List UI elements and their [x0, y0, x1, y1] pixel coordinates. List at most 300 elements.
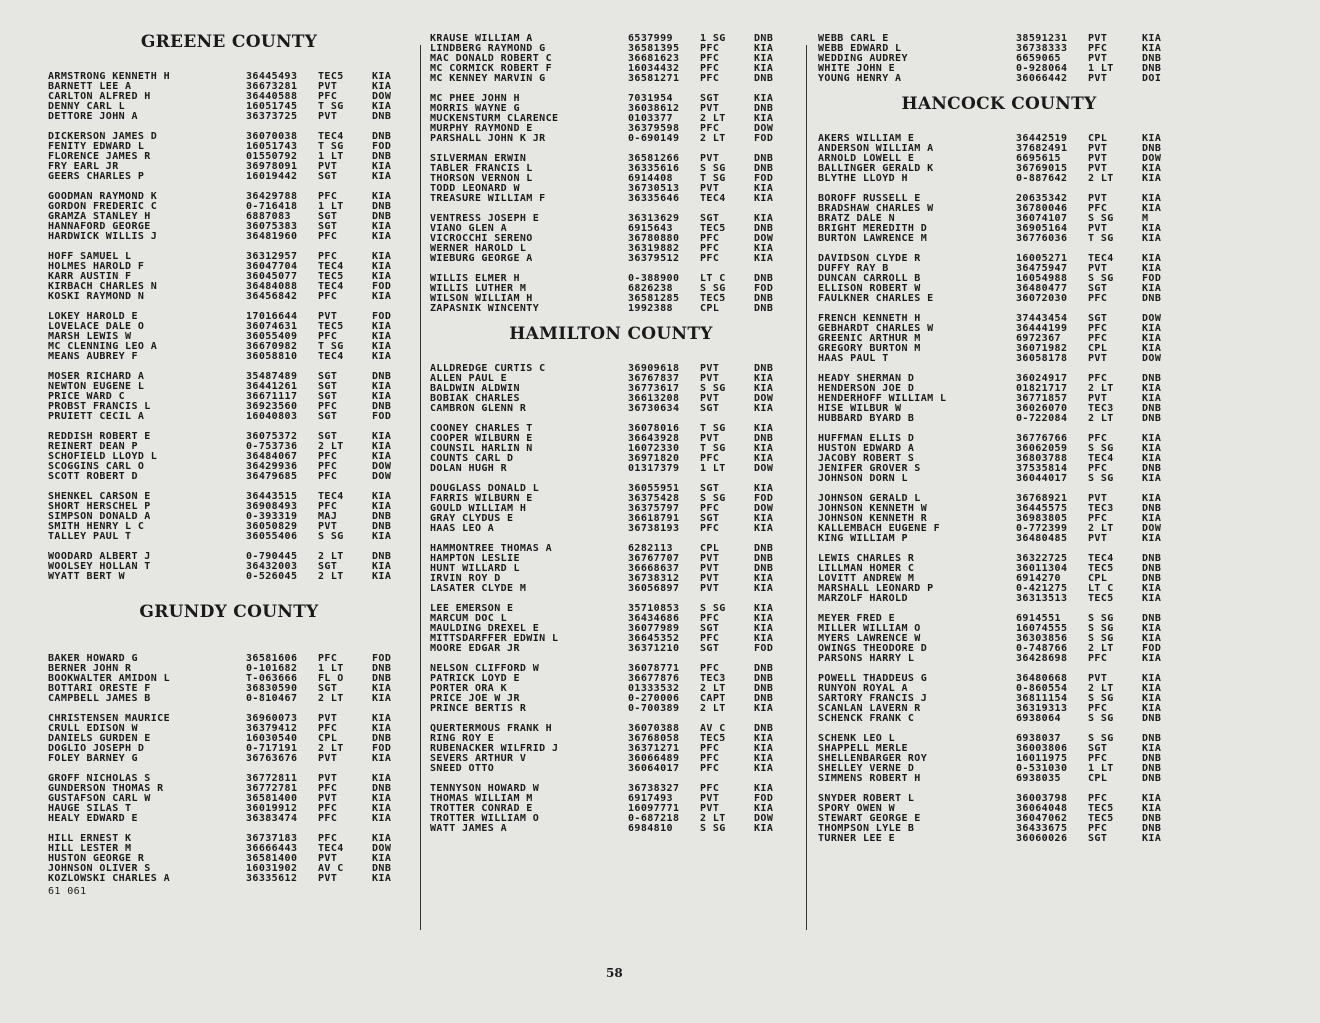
status: KIA [1142, 653, 1162, 664]
serial-number: 16054988 [1016, 273, 1068, 284]
soldier-name: SCHENCK FRANK C [818, 713, 915, 724]
status: DNB [1142, 553, 1162, 564]
soldier-name: HUSTON EDWARD A [818, 443, 915, 454]
name-group [430, 604, 792, 654]
soldier-name: TURNER LEE E [818, 833, 896, 844]
rank: PFC [700, 73, 720, 84]
serial-number: 6914408 [628, 173, 673, 184]
name-group [818, 194, 1180, 244]
soldier-name: THORSON VERNON L [430, 173, 533, 184]
rank: PFC [318, 803, 338, 814]
rank: TEC3 [700, 673, 726, 684]
soldier-name: MEANS AUBREY F [48, 351, 138, 362]
serial-number: 36480485 [1016, 533, 1068, 544]
soldier-name: HAAS LEO A [430, 523, 495, 534]
rank: PFC [700, 63, 720, 74]
serial-number: 36379598 [628, 123, 680, 134]
status: KIA [754, 523, 774, 534]
status: KIA [754, 703, 774, 714]
status: DNB [1142, 503, 1162, 514]
status: KIA [1142, 703, 1162, 714]
rank: TEC4 [1088, 453, 1114, 464]
soldier-name: ALLEN PAUL E [430, 373, 508, 384]
soldier-name: FRY EARL JR [48, 161, 119, 172]
status: KIA [372, 391, 392, 402]
rank: PFC [700, 663, 720, 674]
name-group [430, 544, 792, 594]
serial-number: 0-270006 [628, 693, 680, 704]
rank: TEC3 [1088, 503, 1114, 514]
rank: PFC [1088, 513, 1108, 524]
status: KIA [372, 561, 392, 572]
roster-row [818, 474, 1180, 484]
status: KIA [372, 803, 392, 814]
serial-number: 36581285 [628, 293, 680, 304]
roster-row [48, 472, 410, 482]
status: KIA [1142, 513, 1162, 524]
status: KIA [372, 753, 392, 764]
soldier-name: DAVIDSON CLYDE R [818, 253, 921, 264]
serial-number: 36432003 [246, 561, 298, 572]
rank: T SG [700, 173, 726, 184]
soldier-name: FLORENCE JAMES R [48, 151, 151, 162]
name-group [430, 34, 792, 84]
status: KIA [372, 873, 392, 884]
soldier-name: HOFF SAMUEL L [48, 251, 132, 262]
roster-row [430, 584, 792, 594]
serial-number: 36375797 [628, 503, 680, 514]
soldier-name: GEBHARDT CHARLES W [818, 323, 934, 334]
soldier-name: MC PHEE JOHN H [430, 93, 520, 104]
status: DNB [372, 131, 392, 142]
soldier-name: LEWIS CHARLES R [818, 553, 915, 564]
roster-row [48, 232, 410, 242]
county-title: HAMILTON COUNTY [509, 324, 713, 344]
serial-number: 36077989 [628, 623, 680, 634]
soldier-name: WEDDING AUDREY [818, 53, 908, 64]
soldier-name: SILVERMAN ERWIN [430, 153, 527, 164]
soldier-name: MC CORMICK ROBERT F [430, 63, 552, 74]
rank: TEC5 [1088, 563, 1114, 574]
rank: PFC [700, 613, 720, 624]
serial-number: 36071982 [1016, 343, 1068, 354]
serial-number: 36019912 [246, 803, 298, 814]
status: KIA [754, 43, 774, 54]
serial-number: 36003806 [1016, 743, 1068, 754]
serial-number: 01333532 [628, 683, 680, 694]
serial-number: 36670982 [246, 341, 298, 352]
soldier-name: DICKERSON JAMES D [48, 131, 158, 142]
serial-number: 36773617 [628, 383, 680, 394]
rank: T SG [318, 141, 344, 152]
serial-number: 36303856 [1016, 633, 1068, 644]
soldier-name: HARDWICK WILLIS J [48, 231, 158, 242]
serial-number: 36444199 [1016, 323, 1068, 334]
status: KIA [372, 81, 392, 92]
serial-number: 38591231 [1016, 33, 1068, 44]
serial-number: 36045077 [246, 271, 298, 282]
soldier-name: BARNETT LEE A [48, 81, 132, 92]
status: DNB [754, 153, 774, 164]
soldier-name: MEYER FRED E [818, 613, 896, 624]
soldier-name: CRULL EDISON W [48, 723, 138, 734]
status: KIA [754, 213, 774, 224]
rank: 1 LT [318, 151, 344, 162]
soldier-name: BOROFF RUSSELL E [818, 193, 921, 204]
status: DNB [1142, 53, 1162, 64]
status: FOD [754, 643, 774, 654]
rank: SGT [318, 211, 338, 222]
soldier-name: HISE WILBUR W [818, 403, 902, 414]
rank: PFC [700, 253, 720, 264]
status: DNB [1142, 813, 1162, 824]
county-section [818, 34, 1180, 84]
status: KIA [372, 351, 392, 362]
name-group [48, 714, 410, 764]
serial-number: 37535814 [1016, 463, 1068, 474]
roster-row [48, 292, 410, 302]
serial-number: 36383474 [246, 813, 298, 824]
status: FOD [754, 283, 774, 294]
soldier-name: FAULKNER CHARLES E [818, 293, 934, 304]
serial-number: 36771857 [1016, 393, 1068, 404]
serial-number: 36429936 [246, 461, 298, 472]
status: KIA [754, 383, 774, 394]
serial-number: 36581400 [246, 793, 298, 804]
rank: PFC [1088, 293, 1108, 304]
soldier-name: RUBENACKER WILFRID J [430, 743, 559, 754]
soldier-name: MOSER RICHARD A [48, 371, 145, 382]
status: DNB [754, 723, 774, 734]
serial-number: 36075383 [246, 221, 298, 232]
status: KIA [372, 381, 392, 392]
serial-number: 36371271 [628, 743, 680, 754]
serial-number: 36484067 [246, 451, 298, 462]
rank: PVT [318, 81, 338, 92]
soldier-name: SPORY OWEN W [818, 803, 896, 814]
name-group [48, 774, 410, 824]
county-section [48, 602, 410, 884]
serial-number: 36072030 [1016, 293, 1068, 304]
rank: TEC5 [700, 733, 726, 744]
serial-number: 6938035 [1016, 773, 1061, 784]
name-group [818, 494, 1180, 544]
name-group [430, 664, 792, 714]
rank: S SG [1088, 713, 1114, 724]
soldier-name: OWINGS THEODORE D [818, 643, 928, 654]
soldier-name: GORDON FREDERIC C [48, 201, 158, 212]
name-group [48, 492, 410, 542]
status: DNB [754, 693, 774, 704]
soldier-name: SHELLENBARGER ROY [818, 753, 928, 764]
soldier-name: SCOGGINS CARL O [48, 461, 145, 472]
status: KIA [372, 773, 392, 784]
rank: PVT [1088, 193, 1108, 204]
soldier-name: LOVELACE DALE O [48, 321, 145, 332]
status: DOW [754, 393, 774, 404]
status: KIA [1142, 43, 1162, 54]
serial-number: 36581271 [628, 73, 680, 84]
rank: 2 LT [700, 113, 726, 124]
status: DNB [1142, 573, 1162, 584]
rank: 2 LT [1088, 523, 1114, 534]
name-group [48, 312, 410, 362]
status: KIA [372, 491, 392, 502]
status: DNB [1142, 713, 1162, 724]
status: DNB [372, 733, 392, 744]
soldier-name: ZAPASNIK WINCENTY [430, 303, 540, 314]
rank: PFC [1088, 753, 1108, 764]
rank: PVT [700, 583, 720, 594]
name-group [430, 274, 792, 314]
status: KIA [1142, 383, 1162, 394]
status: DNB [1142, 613, 1162, 624]
serial-number: 36645352 [628, 633, 680, 644]
rank: S SG [1088, 613, 1114, 624]
rank: TEC4 [318, 131, 344, 142]
status: DOW [1142, 523, 1162, 534]
soldier-name: MARSHALL LEONARD P [818, 583, 934, 594]
status: KIA [1142, 223, 1162, 234]
serial-number: 36730634 [628, 403, 680, 414]
soldier-name: MC KENNEY MARVIN G [430, 73, 546, 84]
rank: S SG [1088, 693, 1114, 704]
status: KIA [754, 373, 774, 384]
name-group [430, 784, 792, 834]
serial-number: 6972367 [1016, 333, 1061, 344]
soldier-name: AKERS WILLIAM E [818, 133, 915, 144]
rank: 1 LT [318, 201, 344, 212]
rank: PFC [318, 461, 338, 472]
soldier-name: VIANO GLEN A [430, 223, 508, 234]
serial-number: 36011304 [1016, 563, 1068, 574]
soldier-name: HENDERHOFF WILLIAM L [818, 393, 947, 404]
county-section [48, 32, 410, 582]
status: KIA [372, 171, 392, 182]
serial-number: 36905164 [1016, 223, 1068, 234]
rank: PFC [1088, 373, 1108, 384]
rank: PFC [700, 233, 720, 244]
rank: SGT [1088, 313, 1108, 324]
status: KIA [372, 261, 392, 272]
serial-number: 0-887642 [1016, 173, 1068, 184]
serial-number: 36581606 [246, 653, 298, 664]
status: DNB [1142, 823, 1162, 834]
status: KIA [754, 743, 774, 754]
rank: PVT [700, 553, 720, 564]
status: KIA [1142, 133, 1162, 144]
rank: PFC [1088, 433, 1108, 444]
rank: S SG [700, 603, 726, 614]
serial-number: 36434686 [628, 613, 680, 624]
rank: TEC4 [1088, 253, 1114, 264]
name-group [430, 724, 792, 774]
rank: TEC3 [1088, 403, 1114, 414]
status: DNB [372, 201, 392, 212]
rank: SGT [700, 213, 720, 224]
serial-number: 36371210 [628, 643, 680, 654]
serial-number: 0-748766 [1016, 643, 1068, 654]
rank: SGT [1088, 833, 1108, 844]
rank: PFC [700, 123, 720, 134]
soldier-name: LINDBERG RAYMOND G [430, 43, 546, 54]
status: KIA [754, 113, 774, 124]
rank: 2 LT [1088, 173, 1114, 184]
rank: 2 LT [318, 571, 344, 582]
serial-number: 0-790445 [246, 551, 298, 562]
soldier-name: BERNER JOHN R [48, 663, 132, 674]
rank: 2 LT [700, 813, 726, 824]
soldier-name: IRVIN ROY D [430, 573, 501, 584]
status: KIA [754, 403, 774, 414]
soldier-name: TALLEY PAUL T [48, 531, 132, 542]
roster-row [430, 194, 792, 204]
roster-row [818, 774, 1180, 784]
serial-number: 0-717191 [246, 743, 298, 754]
soldier-name: HAMPTON LESLIE [430, 553, 520, 564]
serial-number: 37443454 [1016, 313, 1068, 324]
rank: PFC [318, 653, 338, 664]
status: DNB [372, 371, 392, 382]
soldier-name: WEBB EDWARD L [818, 43, 902, 54]
status: KIA [372, 101, 392, 112]
soldier-name: STEWART GEORGE E [818, 813, 921, 824]
rank: S SG [700, 493, 726, 504]
soldier-name: QUERTERMOUS FRANK H [430, 723, 552, 734]
soldier-name: BOOKWALTER AMIDON L [48, 673, 170, 684]
serial-number: 36058810 [246, 351, 298, 362]
serial-number: 0-716418 [246, 201, 298, 212]
status: DNB [754, 563, 774, 574]
roster-row [818, 834, 1180, 844]
rank: PVT [700, 103, 720, 114]
serial-number: 0-101682 [246, 663, 298, 674]
roster-row [818, 654, 1180, 664]
rank: PVT [700, 393, 720, 404]
serial-number: 0-388900 [628, 273, 680, 284]
serial-number: 36909618 [628, 363, 680, 374]
serial-number: 36960073 [246, 713, 298, 724]
name-group [818, 254, 1180, 304]
status: KIA [1142, 283, 1162, 294]
roster-row [48, 572, 410, 582]
serial-number: 36064048 [1016, 803, 1068, 814]
soldier-name: ARMSTRONG KENNETH H [48, 71, 170, 82]
soldier-name: COUNSIL HARLIN N [430, 443, 533, 454]
status: DOW [754, 813, 774, 824]
soldier-name: GREGORY BURTON M [818, 343, 921, 354]
serial-number: 01317379 [628, 463, 680, 474]
soldier-name: VENTRESS JOSEPH E [430, 213, 540, 224]
soldier-name: ARNOLD LOWELL E [818, 153, 915, 164]
serial-number: 36445493 [246, 71, 298, 82]
rank: TEC5 [1088, 813, 1114, 824]
name-group [430, 94, 792, 144]
rank: T SG [318, 341, 344, 352]
soldier-name: WILSON WILLIAM H [430, 293, 533, 304]
soldier-name: BAKER HOWARD G [48, 653, 138, 664]
rank: PFC [318, 231, 338, 242]
serial-number: 36433675 [1016, 823, 1068, 834]
status: FOD [754, 793, 774, 804]
serial-number: 36074107 [1016, 213, 1068, 224]
status: DNB [754, 553, 774, 564]
name-group [48, 72, 410, 122]
footer-code: 61 061 [48, 886, 87, 897]
serial-number: 36056897 [628, 583, 680, 594]
name-group [430, 484, 792, 534]
status: DNB [372, 211, 392, 222]
rank: PVT [1088, 53, 1108, 64]
soldier-name: RING ROY E [430, 733, 495, 744]
soldier-name: JOHNSON DORN L [818, 473, 908, 484]
soldier-name: WOODARD ALBERT J [48, 551, 151, 562]
column-1 [48, 32, 410, 897]
status: KIA [754, 53, 774, 64]
serial-number: 36313513 [1016, 593, 1068, 604]
status: KIA [372, 71, 392, 82]
status: KIA [372, 713, 392, 724]
status: KIA [1142, 623, 1162, 634]
status: KIA [1142, 793, 1162, 804]
soldier-name: WIEBURG GEORGE A [430, 253, 533, 264]
soldier-name: ELLISON ROBERT W [818, 283, 921, 294]
rank: AV C [700, 723, 726, 734]
soldier-name: GOODMAN RAYMOND K [48, 191, 158, 202]
soldier-name: MAC DONALD ROBERT C [430, 53, 552, 64]
name-group [818, 434, 1180, 484]
rank: SGT [700, 403, 720, 414]
soldier-name: DUNCAN CARROLL B [818, 273, 921, 284]
soldier-name: DETTORE JOHN A [48, 111, 138, 122]
rank: TEC5 [700, 293, 726, 304]
rank: PVT [1088, 533, 1108, 544]
rank: TEC5 [1088, 803, 1114, 814]
rank: PVT [318, 853, 338, 864]
status: KIA [372, 341, 392, 352]
serial-number: 36038612 [628, 103, 680, 114]
rank: CPL [700, 303, 720, 314]
rank: S SG [1088, 623, 1114, 634]
rank: SGT [318, 431, 338, 442]
name-group [818, 34, 1180, 84]
status: KIA [754, 573, 774, 584]
serial-number: 36319882 [628, 243, 680, 254]
serial-number: 36738333 [1016, 43, 1068, 54]
soldier-name: DOLAN HUGH R [430, 463, 508, 474]
serial-number: 36971820 [628, 453, 680, 464]
rank: TEC5 [318, 271, 344, 282]
rank: AV C [318, 863, 344, 874]
name-group [48, 654, 410, 704]
serial-number: 36055406 [246, 531, 298, 542]
soldier-name: CHRISTENSEN MAURICE [48, 713, 170, 724]
soldier-name: MITTSDARFFER EDWIN L [430, 633, 559, 644]
roster-row [48, 874, 410, 884]
roster-row [430, 704, 792, 714]
status: FOD [372, 653, 392, 664]
serial-number: 0-928064 [1016, 63, 1068, 74]
rank: PVT [700, 793, 720, 804]
serial-number: 36978091 [246, 161, 298, 172]
status: KIA [754, 453, 774, 464]
column-3 [818, 33, 1180, 844]
soldier-name: GUSTAFSON CARL W [48, 793, 151, 804]
status: DNB [754, 433, 774, 444]
county-section [430, 324, 792, 834]
serial-number: 01550792 [246, 151, 298, 162]
soldier-name: BOTTARI ORESTE F [48, 683, 151, 694]
